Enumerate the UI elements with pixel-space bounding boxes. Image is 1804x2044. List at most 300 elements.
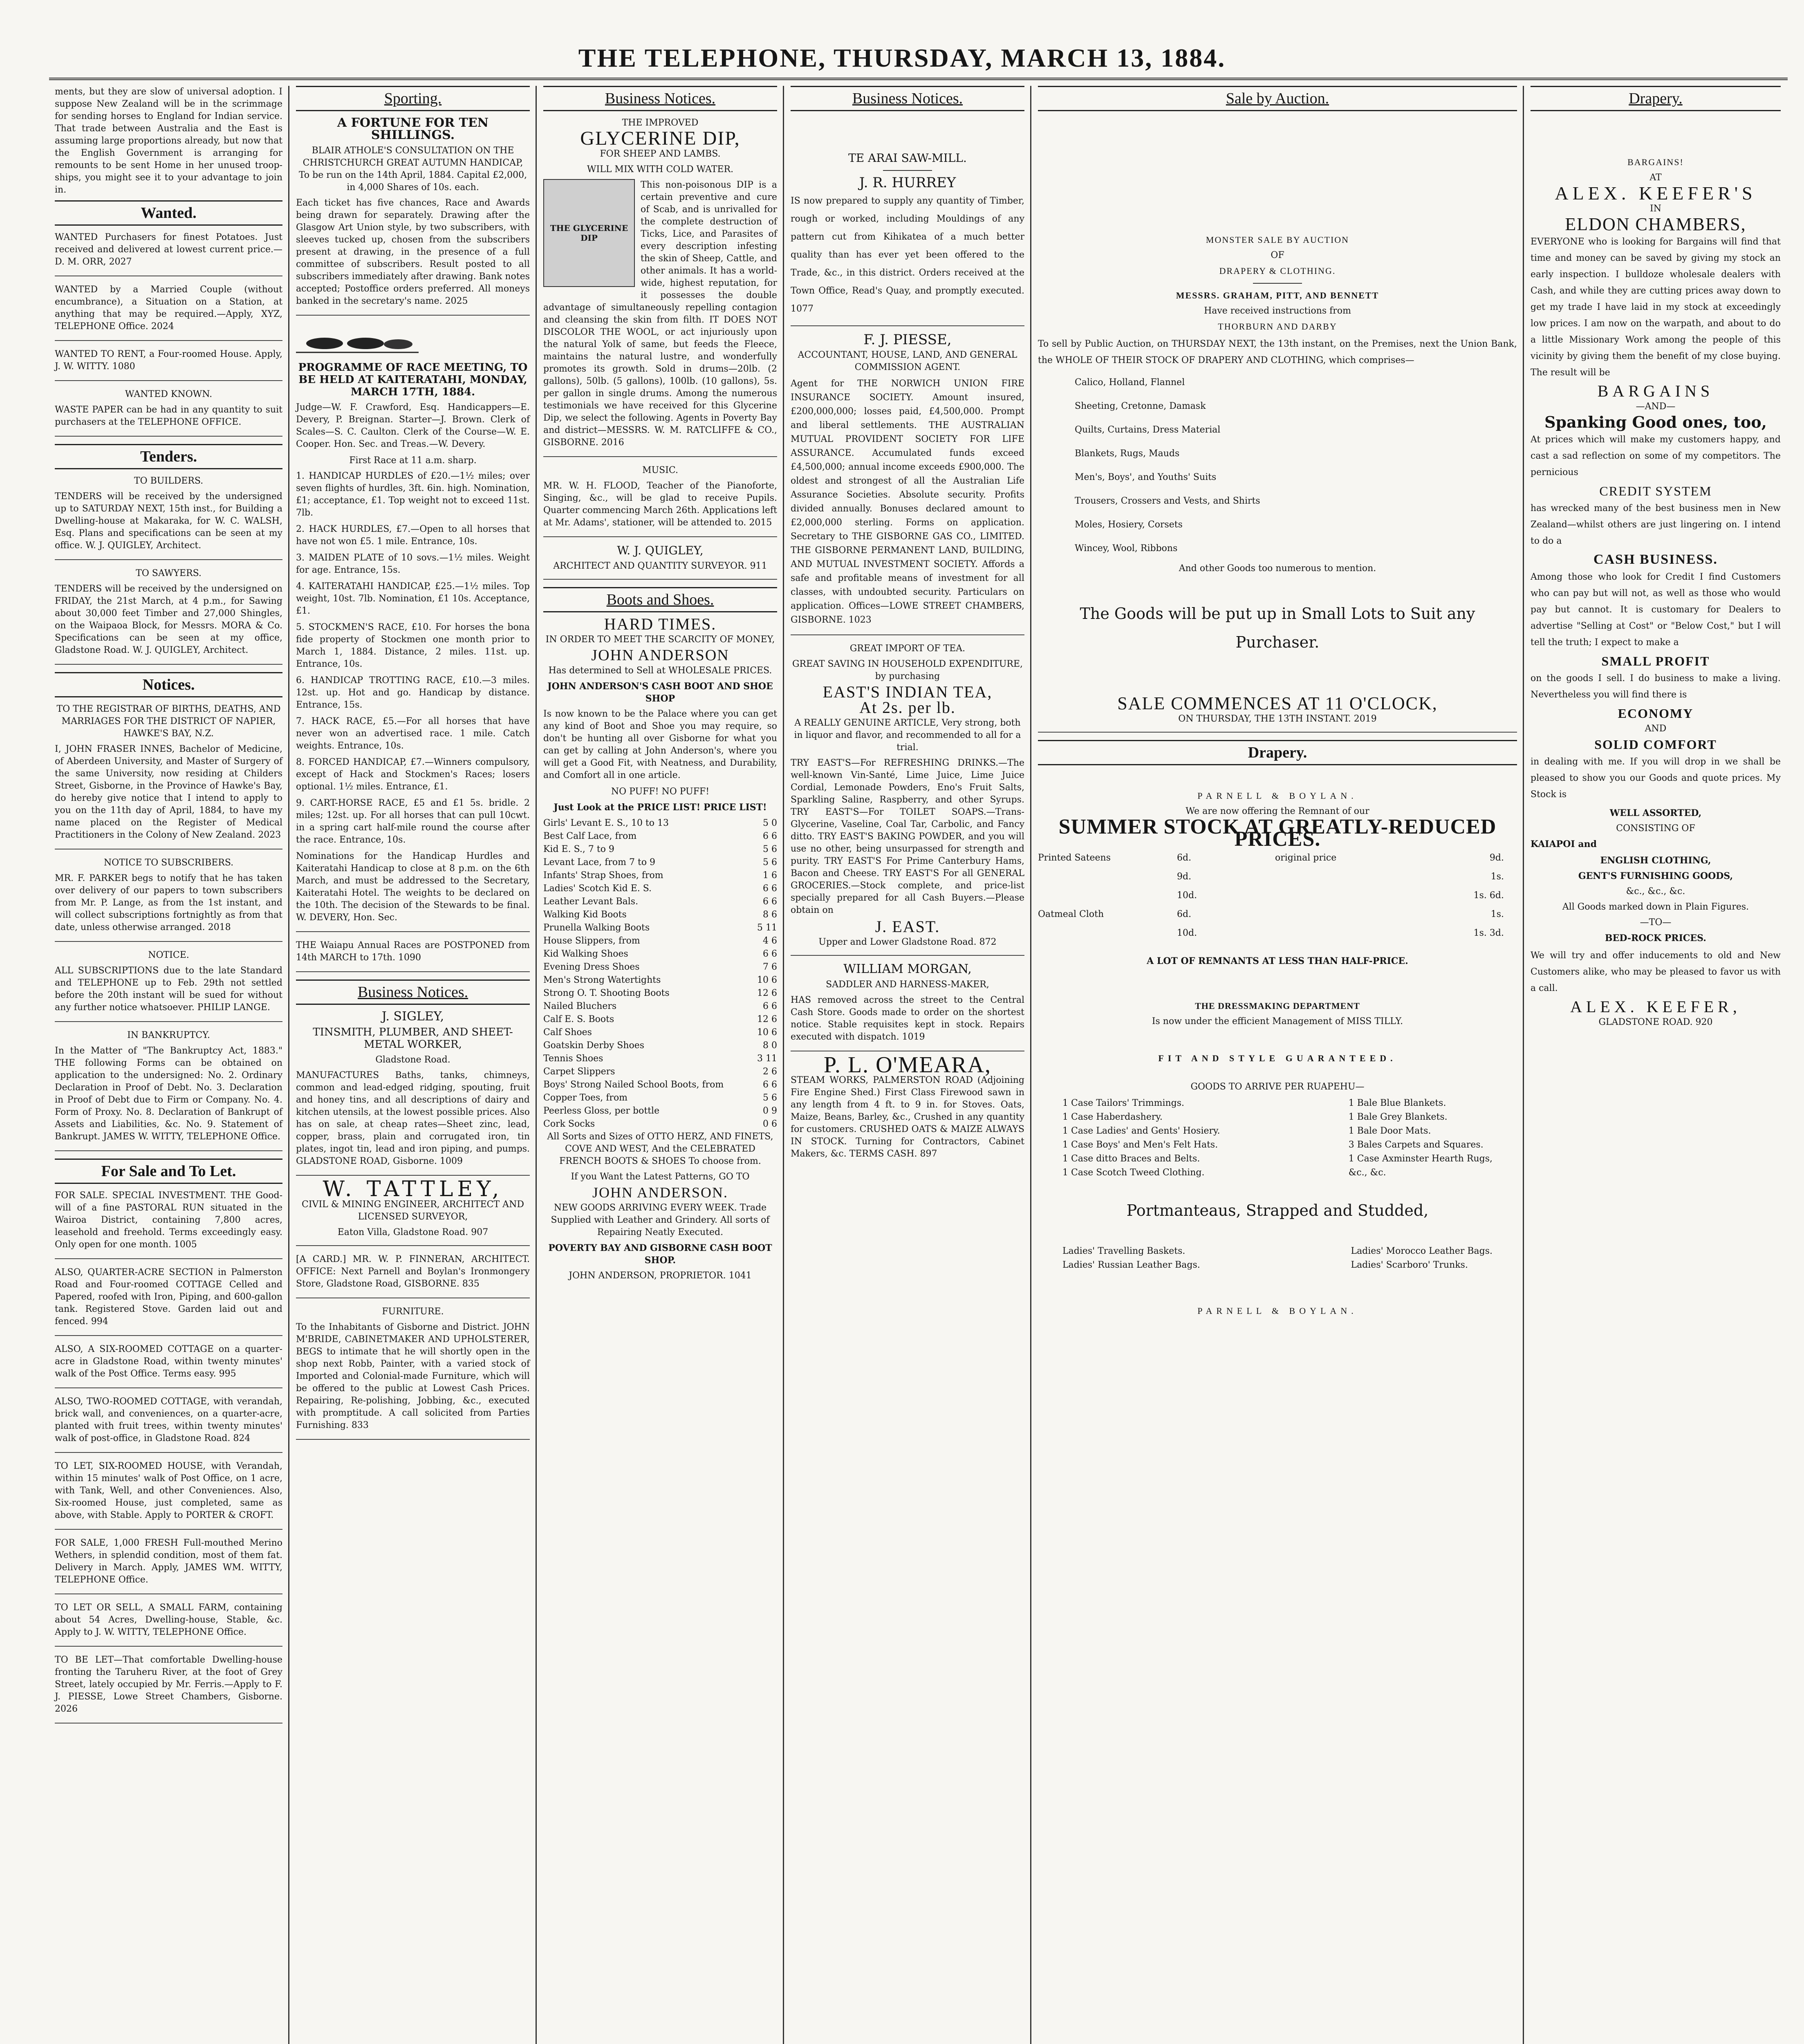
section-header-drapery: Drapery. <box>1531 86 1781 111</box>
auction-time: SALE COMMENCES AT 11 O'CLOCK, <box>1117 693 1438 713</box>
ad-cta: If you Want the Latest Patterns, GO TO <box>571 1172 750 1182</box>
price-row <box>1038 867 1517 886</box>
column-rule <box>783 86 784 2044</box>
price-cell: original price <box>1275 853 1337 863</box>
price-item: Ladies' Scotch Kid E. S. <box>543 883 652 894</box>
auction-item: Moles, Hosiery, Corsets <box>1075 520 1183 530</box>
ad-east: Upper and Lower Gladstone Road. 872 <box>791 936 1024 956</box>
to-text: —TO— <box>1640 917 1672 928</box>
ad-wanted: WANTED TO RENT, a Four-roomed House. Apply, J. W. WITTY. 1080 <box>55 348 282 381</box>
ad-bankruptcy: In the Matter of "The Bankruptcy Act, 1883." THE following Forms can be obtained on application to the undersigned: No. 2. Ordinary Declaration in Proof of Debt. No. 3. Declaration in Proof of Debt due to Firm or Company. No. 4. Form of Proxy. No. 8. Declaration of Bankrupt of Assets and Liabilities, &c. No. 9. Statement of Bankrupt. JAMES W. WITTY, TELEPHONE Office. <box>55 1045 282 1151</box>
column-3 <box>538 86 783 2044</box>
ad-offer: Has determined to Sell at WHOLESALE PRICES. <box>548 666 772 676</box>
ad-piesse: Agent for THE NORWICH UNION FIRE INSURANCE SOCIETY. Amount insured, £200,000,000; losses paid, £4,500,000. Prompt and liberal settlements. THE AUSTRALIAN MUTUAL PROVIDENT SOCIETY FOR LIFE ASSURANCE. Accumulated funds exceed £4,500,000; annual income exceeds £900,000. The oldest and strongest of all the Australian Life Assurance Societies. Absolute security. Profits divided annually. Bonuses declared amount to £2,000,000 sterling. Forms on application. Secretary to THE GISBORNE GAS CO., LIMITED. THE GISBORNE PERMANENT LAND, BUILDING, AND MUTUAL INVESTMENT SOCIETY. Affords a safe and profitable means of investment for all classes, with undoubted security. Particulars on application. Offices—LOWE STREET CHAMBERS, GISBORNE. 1023 <box>791 377 1024 635</box>
ad-finneran: [A CARD.] MR. W. P. FINNERAN, ARCHITECT. OFFICE: Next Parnell and Boylan's Ironmongery Store, Gladstone Road, GISBORNE. 835 <box>296 1253 530 1298</box>
ad-heading: GREAT IMPORT OF TEA. <box>849 643 966 654</box>
price-cell: 1s. <box>1490 872 1504 882</box>
ad-heading: TO SAWYERS. <box>136 568 202 578</box>
section-header-business: Business Notices. <box>296 979 530 1005</box>
price-cell <box>1038 924 1177 943</box>
ad-sigley: MANUFACTURES Baths, tanks, chimneys, common and lead-edged ridging, spouting, fruit and honey tins, and all descriptions of dairy and kitchen utensils, at the lowest possible prices. Also has on sale, at cheap rates—Sheet zinc, lead, copper, brass, plain and corrugated iron, tin plates, ingot tin, lead and iron piping, and pumps. GLADSTONE ROAD, Gisborne. 1009 <box>296 1069 530 1176</box>
advertiser-name: W. J. QUIGLEY, <box>617 544 704 557</box>
price-value: 4 6 <box>763 936 777 946</box>
goods-item: 1 Case ditto Braces and Belts. <box>1062 1154 1200 1164</box>
price-row <box>1038 924 1517 943</box>
race-officials: Judge—W. F. Crawford, Esq. Handicappers—E. Devery, P. Breignan. Starter—J. Brown. Clerk of Scales—S. C. Caulton. Clerk of the Course—W. E. Cooper. Hon. Sec. and Treas.—W. Devery. <box>296 402 530 449</box>
price-item: Infants' Strap Shoes, from <box>543 870 663 881</box>
instructions-text: Have received instructions from <box>1204 306 1351 316</box>
comfort-callout: SOLID COMFORT <box>1594 737 1717 752</box>
store-address: GLADSTONE ROAD. 920 <box>1598 1017 1713 1027</box>
price-row <box>543 1078 777 1091</box>
column-5 <box>1032 86 1523 2044</box>
dressmaking-management: Is now under the efficient Management of MISS TILLY. <box>1152 1016 1403 1026</box>
auction-lots: The Goods will be put up in Small Lots to Suit any Purchaser. <box>1080 605 1475 651</box>
price-row <box>543 1013 777 1026</box>
summer-sale-title: SUMMER STOCK AT GREATLY-REDUCED PRICES. <box>1058 815 1497 851</box>
price-value: 6 6 <box>763 896 777 907</box>
ad-quigley: ARCHITECT AND QUANTITY SURVEYOR. 911 <box>543 560 777 580</box>
remnant-intro: We are now offering the Remnant of our <box>1185 806 1369 816</box>
price-cell: 6d. <box>1177 909 1192 919</box>
ad-to-let: TO LET, SIX-ROOMED HOUSE, with Verandah, within 15 minutes' walk of Post Office, on 1 acre, with Tank, Well, and other Conveniences. Also, Six-roomed House, just completed, same as above, with Stable. Apply to PORTER & CROFT. <box>55 1460 282 1530</box>
bag-item: Ladies' Russian Leather Bags. <box>1062 1260 1200 1270</box>
price-item: Cork Socks <box>543 1119 595 1129</box>
spanking-callout: Spanking Good ones, too, <box>1544 413 1767 431</box>
shop-goods: NEW GOODS ARRIVING EVERY WEEK. Trade Supplied with Leather and Grindery. All sorts of Repairing Neatly Executed. <box>551 1203 770 1237</box>
goods-item: 1 Bale Grey Blankets. <box>1348 1112 1448 1122</box>
advertiser-name: J. EAST. <box>875 917 940 936</box>
advertiser-name: JOHN ANDERSON <box>591 647 729 664</box>
bag-item: Ladies' Morocco Leather Bags. <box>1351 1246 1493 1256</box>
price-row <box>1038 905 1517 924</box>
ad-consultation: Each ticket has five chances, Race and Awards being drawn for separately. Drawing after the Glasgow Art Union style, by two subscribers, with sleeves tucked up, chosen from the subscribers present at drawing, in the presence of a full committee of subscribers. Result posted to all subscribers immediately after drawing. Bank notes accepted; Postoffice orders preferred. All moneys banked in the secretary's name. 2025 <box>296 197 530 316</box>
price-item: Goatskin Derby Shoes <box>543 1040 645 1051</box>
bags-right <box>1351 1244 1493 1272</box>
auction-of: OF <box>1271 250 1284 260</box>
auction-items <box>1038 373 1517 558</box>
ad-heading: WANTED KNOWN. <box>125 389 213 399</box>
shop-brands: All Sorts and Sizes of OTTO HERZ, AND FINETS, COVE AND WEST, And the CELEBRATED FRENCH BOOTS & SHOES To choose from. <box>547 1132 773 1166</box>
price-row <box>543 1105 777 1118</box>
arrivals-title: GOODS TO ARRIVE PER RUAPEHU— <box>1190 1082 1365 1092</box>
price-cell: 6d. <box>1177 853 1192 863</box>
section-header-tenders: Tenders. <box>55 444 282 469</box>
price-row <box>543 869 777 882</box>
goods-item: 1 Case Ladies' and Gents' Hosiery. <box>1062 1126 1220 1136</box>
section-header-drapery: Drapery. <box>1038 740 1517 765</box>
product-subtitle: FOR SHEEP AND LAMBS. <box>600 149 721 159</box>
auction-item: Sheeting, Cretonne, Damask <box>1075 401 1206 411</box>
other-goods: And other Goods too numerous to mention. <box>1179 563 1376 574</box>
section-header-boots: Boots and Shoes. <box>543 587 777 612</box>
goods-item: &c., &c. <box>1348 1168 1386 1178</box>
price-item: Copper Toes, from <box>543 1093 628 1103</box>
price-item: House Slippers, from <box>543 936 640 946</box>
auction-details: To sell by Public Auction, on THURSDAY NEXT, the 13th instant, on the Premises, next the Union Bank, the WHOLE OF THEIR STOCK OF DRAPERY AND CLOTHING, which comprises— <box>1038 339 1517 365</box>
advertiser-name: J. R. HURREY <box>859 175 956 191</box>
column-6 <box>1525 86 1786 2044</box>
price-cell: 10d. <box>1177 928 1197 938</box>
column-rule <box>1030 86 1031 2044</box>
in-text: IN <box>1650 204 1661 214</box>
price-row <box>543 1026 777 1039</box>
price-value: 12 6 <box>757 988 777 998</box>
guarantee: FIT AND STYLE GUARANTEED. <box>1158 1053 1397 1063</box>
race-programme-title: PROGRAMME OF RACE MEETING, TO BE HELD AT KAITERATAHI, MONDAY, MARCH 17TH, 1884. <box>298 361 528 398</box>
price-item: Girls' Levant E. S., 10 to 13 <box>543 818 669 828</box>
ad-headline: HARD TIMES. <box>604 615 717 633</box>
price-value: 2 6 <box>763 1067 777 1077</box>
price-item: Strong O. T. Shooting Boots <box>543 988 670 998</box>
section-header-business: Business Notices. <box>791 86 1024 111</box>
keefer-body: in dealing with me. If you will drop in we shall be pleased to show you our Goods and quote prices. My Stock is <box>1531 757 1781 800</box>
economy-callout: ECONOMY <box>1618 706 1694 721</box>
section-header-auction: Sale by Auction. <box>1038 86 1517 111</box>
ad-notice: ALL SUBSCRIPTIONS due to the late Standard and TELEPHONE up to Feb. 29th not settled before the 20th instant will be sued for without any further notice whatsoever. PHILIP LANGE. <box>55 965 282 1022</box>
column-2 <box>290 86 536 2044</box>
racehorse-illustration <box>296 327 419 356</box>
keefer-body: We will try and offer inducements to old and New Customers alike, who may be pleased to favor us with a call. <box>1531 950 1781 993</box>
price-row <box>543 895 777 908</box>
price-cell: 1s. 6d. <box>1473 890 1504 901</box>
price-row <box>543 1039 777 1052</box>
price-list-title: Just Look at the PRICE LIST! PRICE LIST! <box>554 802 767 813</box>
ad-heading: NOTICE. <box>148 950 189 960</box>
price-cell: 9d. <box>1489 853 1504 863</box>
ad-heading: A FORTUNE FOR TEN SHILLINGS. <box>337 116 489 142</box>
price-value: 10 6 <box>757 975 777 985</box>
ad-heading: TO THE REGISTRAR OF BIRTHS, DEATHS, AND MARRIAGES FOR THE DISTRICT OF NAPIER, HAWKE'S BAY, N.Z. <box>56 704 281 739</box>
price-value: 12 6 <box>757 1014 777 1024</box>
price-value: 5 6 <box>763 857 777 867</box>
masthead: THE TELEPHONE, THURSDAY, MARCH 13, 1884. <box>578 43 1226 72</box>
ad-wanted: WANTED by a Married Couple (without encumbrance), a Situation on a Station, at anything that may be required.—Apply, XYZ, TELEPHONE Office. 2024 <box>55 284 282 341</box>
advertiser-name: JOHN ANDERSON. <box>592 1184 728 1201</box>
price-item: Men's Strong Watertights <box>543 975 661 985</box>
product-note: WILL MIX WITH COLD WATER. <box>587 164 734 175</box>
price-value: 6 6 <box>763 883 777 894</box>
ad-heading: TE ARAI SAW-MILL. <box>848 151 967 165</box>
advertiser-title: TINSMITH, PLUMBER, AND SHEET-METAL WORKER, <box>313 1026 513 1051</box>
gents-goods: GENT'S FURNISHING GOODS, <box>1578 871 1733 881</box>
at-text: AT <box>1649 173 1662 183</box>
advertiser-address: Gladstone Road. <box>375 1055 450 1065</box>
price-value: 6 6 <box>763 831 777 841</box>
product-name: EAST'S INDIAN TEA, <box>822 683 993 701</box>
auction-item: Men's, Boys', and Youths' Suits <box>1075 472 1217 482</box>
auctioneers: MESSRS. GRAHAM, PITT, AND BENNETT <box>1176 290 1379 300</box>
auction-item: Calico, Holland, Flannel <box>1075 377 1185 388</box>
store-location: ELDON CHAMBERS, <box>1565 214 1746 234</box>
ad-for-sale: ALSO, A SIX-ROOMED COTTAGE on a quarter-acre in Gladstone Road, within twenty minutes' walk of the Post Office. Terms easy. 995 <box>55 1343 282 1388</box>
section-header-sporting: Sporting. <box>296 86 530 111</box>
east-product-list: TRY EAST'S—For REFRESHING DRINKS.—The well-known Vin-Santé, Lime Juice, Lime Juice Cordial, Lemonade Powders, Eno's Fruit Salts, Sparkling Saline, Raspberry, and other Syrups. TRY EAST'S—For TOILET SOAPS.—Trans-Glycerine, Vaseline, Coal Tar, Carbolic, and Fancy ditto. TRY EAST'S BAKING POWDER, and you will use no other, being unsurpassed for strength and purity. TRY EAST'S For Prime Canterbury Hams, Bacon and Cheese. TRY EAST'S For all GENERAL GROCERIES.—Stock complete, and price-list specially prepared for all Cash Buyers.—Please obtain on <box>791 758 1024 915</box>
advertiser-name: P. L. O'MEARA, <box>824 1052 991 1078</box>
price-row <box>1038 849 1517 867</box>
remnants-notice: A LOT OF REMNANTS AT LESS THAN HALF-PRICE. <box>1147 956 1408 966</box>
bag-item: Ladies' Scarboro' Trunks. <box>1351 1260 1468 1270</box>
price-row <box>543 961 777 974</box>
ad-kicker: THE IMPROVED <box>622 118 699 128</box>
price-value: 10 6 <box>757 1027 777 1038</box>
keefer-body: on the goods I sell. I do business to make a living. Nevertheless you will find there is <box>1531 673 1781 700</box>
price-row <box>1038 886 1517 905</box>
goods-item: 1 Case Boys' and Men's Felt Hats. <box>1062 1140 1218 1150</box>
price-value: 8 6 <box>763 910 777 920</box>
price-cell <box>1038 886 1177 905</box>
ad-tattley: Eaton Villa, Gladstone Road. 907 <box>296 1226 530 1246</box>
price-cell: Printed Sateens <box>1038 853 1111 863</box>
profit-callout: SMALL PROFIT <box>1601 654 1710 668</box>
ad-intro: GREAT SAVING IN HOUSEHOLD EXPENDITURE, by purchasing <box>792 659 1023 681</box>
price-table <box>1038 849 1517 943</box>
race-item: 1. HANDICAP HURDLES of £20.—1½ miles; over seven flights of hurdles, 3ft. 6in. high. Nomination, £1; acceptance, £1. Top weight not to exceed 11st. 7lb. <box>296 471 530 518</box>
goods-item: 1 Case Axminster Hearth Rugs, <box>1348 1154 1493 1164</box>
price-row <box>543 1000 777 1013</box>
ad-heading: IN BANKRUPTCY. <box>127 1030 210 1040</box>
ad-omeara: STEAM WORKS, PALMERSTON ROAD (Adjoining Fire Engine Shed.) First Class Firewood sawn in any length from 4 ft. to 9 in. for Stoves. Oats, Maize, Beans, Barley, &c., Crushed in any quantity for customers. CRUSHED OATS & MAIZE ALWAYS IN STOCK. Turning for Contractors, Cabinet Makers, &c. TERMS CASH. 897 <box>791 1075 1024 1159</box>
price-row <box>543 856 777 869</box>
advertiser-name: F. J. PIESSE, <box>863 332 952 348</box>
column-rule <box>536 86 537 2044</box>
price-cell: 1s. <box>1490 909 1504 919</box>
ad-tender: TENDERS will be received by the undersigned on FRIDAY, the 21st March, at 4 p.m., for Sawing about 30,000 feet Timber and 27,000 Shingles, on the Waipaoa Block, for Messrs. MORA & Co. Specifications can be seen at my office, Gladstone Road. W. J. QUIGLEY, Architect. <box>55 583 282 665</box>
assorted-callout: WELL ASSORTED, <box>1609 808 1702 818</box>
price-item: Tennis Shoes <box>543 1053 603 1064</box>
shop-name: POVERTY BAY AND GISBORNE CASH BOOT SHOP. <box>548 1243 772 1266</box>
store-name: PARNELL & BOYLAN. <box>1197 1306 1358 1316</box>
auction-date: ON THURSDAY, THE 13TH INSTANT. 2019 <box>1038 713 1517 733</box>
ad-for-sale: ALSO, TWO-ROOMED COTTAGE, with verandah, brick wall, and conveniences, on a quarter-acre, planted with fruit trees, within twenty minutes' walk of post-office, in Gladstone Road. 824 <box>55 1396 282 1453</box>
and-text: —AND— <box>1636 401 1676 412</box>
price-value: 5 6 <box>763 1093 777 1103</box>
keefer-body: At prices which will make my customers happy, and cast a sad reflection on some of my competitors. The pernicious <box>1531 435 1781 477</box>
price-cell: 10d. <box>1177 890 1197 901</box>
arrivals-right <box>1349 1096 1493 1180</box>
ad-music: MR. W. H. FLOOD, Teacher of the Pianoforte, Singing, &c., will be glad to receive Pupils. Quarter commencing March 26th. Applications left at Mr. Adams', stationer, will be attended to. 2015 <box>543 480 777 537</box>
ad-notice: I, JOHN FRASER INNES, Bachelor of Medicine, of Aberdeen University, and Master of Surgery of the same University, now residing at Childers Street, Gisborne, in the Province of Hawke's Bay, do hereby give notice that I intend to apply to you on the 11th day of April, 1884, to have my name placed on the Register of Medical Practitioners in the Colony of New Zealand. 2023 <box>55 743 282 849</box>
goods-item: 3 Bales Carpets and Squares. <box>1348 1140 1484 1150</box>
price-row <box>543 987 777 1000</box>
price-item: Calf Shoes <box>543 1027 592 1038</box>
masthead-rule <box>49 78 1788 80</box>
advertiser-title: SADDLER AND HARNESS-MAKER, <box>826 979 989 990</box>
race-list <box>296 470 530 846</box>
keefer-body: has wrecked many of the best business men in New Zealand—whilst others are just lingering on. I intend to do a <box>1531 503 1781 546</box>
consisting-text: CONSISTING OF <box>1616 823 1695 834</box>
column-rule <box>288 86 289 2044</box>
advertiser-name: J. SIGLEY, <box>381 1009 444 1024</box>
race-item: 4. KAITERATAHI HANDICAP, £25.—1½ miles. Top weight, 10st. 7lb. Nomination, £1 10s. Acceptance, £1. <box>296 581 530 616</box>
price-cell <box>1275 867 1422 886</box>
price-row <box>543 882 777 895</box>
ad-for-sale: FOR SALE, 1,000 FRESH Full-mouthed Merino Wethers, in splendid condition, most of them fat. Delivery in March. Apply, JAMES WM. WITTY, TELEPHONE Office. <box>55 1537 282 1594</box>
price-item: Best Calf Lace, from <box>543 831 637 841</box>
price-cell <box>1275 924 1422 943</box>
shop-description: Is now known to be the Palace where you can get any kind of Boot and Shoe you may require, so don't be hunting all over Gisborne for what you can get by calling at John Anderson's, where you will get a Good Fit, with Neatness, and Durability, and Comfort all in one article. <box>543 709 777 780</box>
bargains-callout: BARGAINS <box>1597 382 1714 400</box>
ad-heading: FURNITURE. <box>382 1307 444 1317</box>
ad-for-sale: ALSO, QUARTER-ACRE SECTION in Palmerston Road and Four-roomed COTTAGE Celled and Papered, roofed with Iron, Piping, and 600-gallon tank. Registered Stove. Garden laid out and fenced. 994 <box>55 1266 282 1336</box>
price-cell <box>1038 867 1177 886</box>
price-item: Kid Walking Shoes <box>543 949 628 959</box>
consultation-info: BLAIR ATHOLE'S CONSULTATION ON THE CHRISTCHURCH GREAT AUTUMN HANDICAP, To be run on the 14th April, 1884. Capital £2,000, in 4,000 Shares of 10s. each. <box>298 146 527 193</box>
ad-slogan: NO PUFF! NO PUFF! <box>611 787 710 797</box>
price-value: 5 11 <box>757 923 777 933</box>
section-header-wanted: Wanted. <box>55 200 282 226</box>
price-row <box>543 1065 777 1078</box>
ad-for-sale: FOR SALE. SPECIAL INVESTMENT. THE Good-will of a fine PASTORAL RUN situated in the Wairoa District, containing 7,800 acres, leasehold and freehold. Terms exceedingly easy. Only open for one month. 1005 <box>55 1190 282 1259</box>
price-cell: 1s. 3d. <box>1473 928 1504 938</box>
price-row <box>543 1052 777 1065</box>
section-header-for-sale: For Sale and To Let. <box>55 1159 282 1184</box>
ad-waste-paper: WASTE PAPER can be had in any quantity to suit purchasers at the TELEPHONE OFFICE. <box>55 404 282 437</box>
price-value: 3 11 <box>757 1053 777 1064</box>
column-rule <box>1523 86 1524 2044</box>
cash-callout: CASH BUSINESS. <box>1593 552 1718 567</box>
arrivals-left <box>1062 1096 1220 1180</box>
race-item: 6. HANDICAP TROTTING RACE, £10.—3 miles. 12st. up. Hot and go. Handicap by distance. Entrance, 15s. <box>296 675 530 710</box>
store-name: ALEX. KEEFER'S <box>1555 183 1757 204</box>
product-price: At 2s. per lb. <box>859 698 956 717</box>
bargains-headline: BARGAINS! <box>1627 157 1684 167</box>
price-value: 5 0 <box>763 818 777 828</box>
etc-text: &c., &c., &c. <box>1626 886 1685 896</box>
auction-item: Blankets, Rugs, Mauds <box>1075 448 1180 459</box>
race-item: 8. FORCED HANDICAP, £7.—Winners compulsory, except of Hack and Stockmen's Races; losers optional. 1½ miles. Entrance, £1. <box>296 757 530 792</box>
price-item: Kid E. S., 7 to 9 <box>543 844 614 854</box>
advertiser-name: WILLIAM MORGAN, <box>843 962 972 976</box>
section-header-business: Business Notices. <box>543 86 777 111</box>
column-1 <box>49 86 288 2044</box>
goods-item: 1 Case Haberdashery. <box>1062 1112 1163 1122</box>
price-item: Calf E. S. Boots <box>543 1014 614 1024</box>
goods-item: 1 Case Tailors' Trimmings. <box>1062 1098 1185 1108</box>
price-row <box>543 908 777 921</box>
price-row <box>543 921 777 935</box>
keefer-body: Among those who look for Credit I find Customers who can pay but will not, as well as those who would pay but cannot. It is customary for Dealers to advertise "Selling at Cost" or "Below Cost," but I will tell the truth; I expect to make a <box>1531 572 1781 648</box>
price-cell: 9d. <box>1177 872 1192 882</box>
price-cell <box>1275 886 1422 905</box>
price-item: Prunella Walking Boots <box>543 923 650 933</box>
auction-item: Wincey, Wool, Ribbons <box>1075 543 1178 554</box>
price-value: 0 6 <box>763 1119 777 1129</box>
price-row <box>543 1091 777 1105</box>
ad-heading: TO BUILDERS. <box>134 476 204 486</box>
race-item: 7. HACK RACE, £5.—For all horses that have never won an advertised race. 1 mile. Catch weights. Entrance, 10s. <box>296 716 530 751</box>
ad-sawmill: IS now prepared to supply any quantity of Timber, rough or worked, including Mouldings of any pattern cut from Kihikatea of a much better quality than has ever yet been offered to the Trade, &c., in this district. Orders received at the Town Office, Read's Quay, and promptly executed. 1077 <box>791 192 1024 326</box>
ad-intro: IN ORDER TO MEET THE SCARCITY OF MONEY, <box>545 634 775 645</box>
portmanteaus: Portmanteaus, Strapped and Studded, <box>1126 1201 1429 1219</box>
divider <box>543 453 777 457</box>
glycerine-dip-drum-illustration: THE GLYCERINE DIP <box>543 179 635 287</box>
goods-item: 1 Bale Blue Blankets. <box>1348 1098 1446 1108</box>
ad-waiapu: THE Waiapu Annual Races are POSTPONED from 14th MARCH to 17th. 1090 <box>296 939 530 972</box>
column-4 <box>785 86 1030 2044</box>
race-footer: Nominations for the Handicap Hurdles and Kaiteratahi Handicap to close at 8 p.m. on the 6th March, and must be addressed to the Secretary, Kaiteratahi Hotel. The weights to be declared on the 10th. The decision of the Stewards to be final. W. DEVERY, Hon. Sec. <box>296 850 530 932</box>
ad-notice: MR. F. PARKER begs to notify that he has taken over delivery of our papers to town subscribers from Mr. P. Lange, as from the 1st instant, and will collect subscriptions fortnightly as from that date, unless otherwise arranged. 2018 <box>55 872 282 942</box>
price-cell: Oatmeal Cloth <box>1038 909 1104 919</box>
race-item: 9. CART-HORSE RACE, £5 and £1 5s. bridle. 2 miles; 12st. up. For all horses that can pull 10cwt. in a spring cart half-mile round the course after the race. Entrance, 10s. <box>296 798 530 845</box>
bedrock-callout: BED-ROCK PRICES. <box>1605 933 1706 944</box>
price-value: 6 6 <box>763 1080 777 1090</box>
price-value: 6 6 <box>763 1001 777 1011</box>
arrivals-list <box>1038 1096 1517 1180</box>
ad-heading: MUSIC. <box>642 465 678 475</box>
price-item: Carpet Slippers <box>543 1067 615 1077</box>
price-value: 8 0 <box>763 1040 777 1051</box>
price-item: Evening Dress Shoes <box>543 962 640 972</box>
price-cell <box>1275 905 1422 924</box>
price-row <box>543 817 777 830</box>
goods-item: 1 Bale Door Mats. <box>1348 1126 1431 1136</box>
dressmaking-title: THE DRESSMAKING DEPARTMENT <box>1195 1001 1360 1011</box>
bag-item: Ladies' Travelling Baskets. <box>1062 1246 1185 1256</box>
price-list <box>543 817 777 1131</box>
auction-subject: DRAPERY & CLOTHING. <box>1219 266 1336 276</box>
price-item: Leather Levant Bals. <box>543 896 639 907</box>
plain-figures: All Goods marked down in Plain Figures. <box>1562 902 1749 912</box>
price-value: 6 6 <box>763 949 777 959</box>
race-item: 5. STOCKMEN'S RACE, £10. For horses the bona fide property of Stockmen one month prior to March 1, 1884. Distance, 2 miles. 11st. up. Entrance, 10s. <box>296 622 530 669</box>
race-item: 2. HACK HURDLES, £7.—Open to all horses that have not won £5. 1 mile. Entrance, 10s. <box>296 524 530 547</box>
price-row <box>543 830 777 843</box>
ad-furniture: To the Inhabitants of Gisborne and District. JOHN M'BRIDE, CABINETMAKER AND UPHOLSTERER, BEGS to intimate that he will shortly open in the shop next Robb, Painter, with a varied stock of Imported and Colonial-made Furniture, which will be offered to the public at Lowest Cash Prices. Repairing, Re-polishing, Jobbing, &c., executed with promptitude. A call solicited from Parties Furnishing. 833 <box>296 1321 530 1440</box>
ad-wanted: WANTED Purchasers for finest Potatoes. Just received and delivered at lowest current price.—D. M. ORR, 2027 <box>55 231 282 276</box>
section-header-notices: Notices. <box>55 672 282 697</box>
credit-callout: CREDIT SYSTEM <box>1599 484 1712 498</box>
bags-left <box>1062 1244 1200 1272</box>
price-item: Walking Kid Boots <box>543 910 627 920</box>
bags-list <box>1038 1220 1517 1272</box>
ad-tender: TENDERS will be received by the undersigned up to SATURDAY NEXT, 15th inst., for Building a Dwelling-house at Makaraka, for W. C. WALSH, Esq. Plans and specifications can be seen at my office. W. J. QUIGLEY, Architect. <box>55 491 282 560</box>
dip-description: This non-poisonous DIP is a certain preventive and cure of Scab, and is unrivalled for the complete destruction of Ticks, Lice, and Parasites of every description infesting the skin of Sheep, Cattle, and other animals. It has a world-wide, highest reputation, for it possesses the double advantage of simultaneously repelling contagion and cleansing the skin from filth. IT DOES NOT DISCOLOR THE WOOL, or act injuriously upon the natural Yolk of same, but feeds the Fleece, maintains the natural lustre, and wonderfully promotes its growth. Sold in drums—20lb. (2 gallons), 50lb. (5 gallons), 100lb. (10 gallons), 5s. per gallon in single drums. Among the numerous testimonials we have received for this Glycerine Dip, we select the following. Agents in Poverty Bay and district—MESSRS. W. M. RATCLIFFE & CO., GISBORNE. 2016 <box>543 180 777 448</box>
price-value: 0 9 <box>763 1106 777 1116</box>
price-row <box>543 948 777 961</box>
price-item: Levant Lace, from 7 to 9 <box>543 857 656 867</box>
price-row <box>543 1118 777 1131</box>
goods-item: 1 Case Scotch Tweed Clothing. <box>1062 1168 1205 1178</box>
ad-heading: NOTICE TO SUBSCRIBERS. <box>103 858 234 868</box>
price-item: Nailed Bluchers <box>543 1001 617 1011</box>
auction-title: MONSTER SALE BY AUCTION <box>1206 235 1349 245</box>
ad-for-sale: TO LET OR SELL, A SMALL FARM, containing about 54 Acres, Dwelling-house, Stable, &c. Apply to J. W. WITTY, TELEPHONE Office. <box>55 1602 282 1647</box>
product-description: A REALLY GENUINE ARTICLE, Very strong, both in liquor and flavor, and recommended to all for a trial. <box>794 718 1021 753</box>
ad-morgan: HAS removed across the street to the Central Cash Store. Goods made to order on the shortest notice. Stable requisites kept in stock. Repairs executed with dispatch. 1019 <box>791 994 1024 1051</box>
store-name: ALEX. KEEFER, <box>1570 997 1741 1016</box>
auction-item: Trousers, Crossers and Vests, and Shirts <box>1075 496 1260 506</box>
shop-name: JOHN ANDERSON'S CASH BOOT AND SHOE SHOP <box>547 681 773 704</box>
race-start: First Race at 11 a.m. sharp. <box>349 455 477 466</box>
price-row <box>543 843 777 856</box>
store-name: PARNELL & BOYLAN. <box>1197 791 1358 801</box>
price-value: 7 6 <box>763 962 777 972</box>
english-clothing: ENGLISH CLOTHING, <box>1600 855 1711 866</box>
price-item: Peerless Gloss, per bottle <box>543 1106 660 1116</box>
and-text: AND <box>1645 724 1667 734</box>
ad-to-let: TO BE LET—That comfortable Dwelling-house fronting the Taruheru River, at the foot of Grey Street, lately occupied by Mr. Ferris.—Apply to F. J. PIESSE, Lowe Street Chambers, Gisborne. 2026 <box>55 1654 282 1724</box>
price-value: 1 6 <box>763 870 777 881</box>
auction-item: Quilts, Curtains, Dress Material <box>1075 425 1221 435</box>
advertiser-title: ACCOUNTANT, HOUSE, LAND, AND GENERAL COMMISSION AGENT. <box>798 350 1017 372</box>
product-name: GLYCERINE DIP, <box>580 128 740 149</box>
advertiser-title: CIVIL & MINING ENGINEER, ARCHITECT AND LICENSED SURVEYOR, <box>302 1199 524 1222</box>
advertiser-name: W. TATTLEY, <box>323 1177 503 1201</box>
intro-text: ments, but they are slow of universal adoption. I suppose New Zealand will be in the scrimmage for sending horses to England for Indian service. That trade between Australia and the East is assuming large proportions already, but now that the English Government is arranging for remounts to be sent Home in her unused troop-ships, you might see it to your advantage to join in. <box>55 87 282 195</box>
race-item: 3. MAIDEN PLATE of 10 sovs.—1½ miles. Weight for age. Entrance, 15s. <box>296 553 530 575</box>
proprietor: JOHN ANDERSON, PROPRIETOR. 1041 <box>569 1271 752 1281</box>
